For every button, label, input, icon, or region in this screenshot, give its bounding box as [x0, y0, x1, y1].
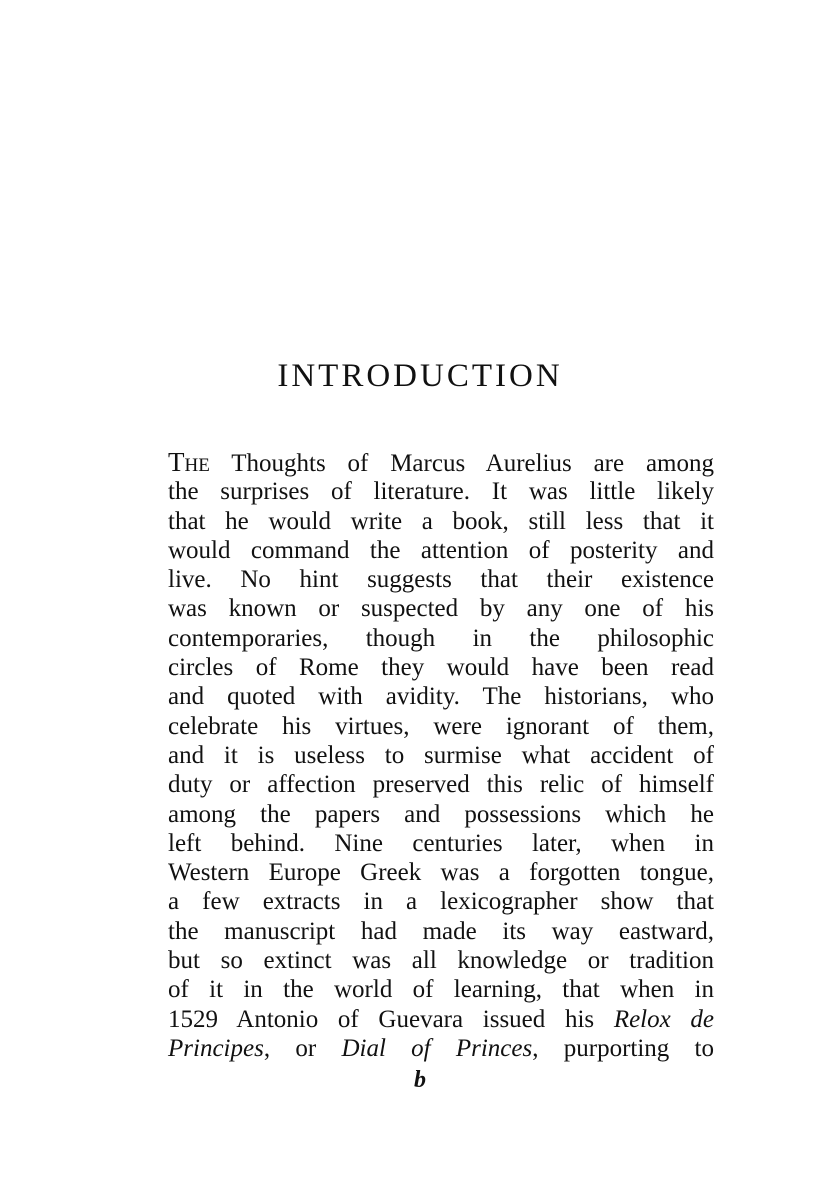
- text-line: 1529 Antonio of Guevara issued his Relox de: [168, 1005, 714, 1033]
- text-line: of it in the world of learning, that when in: [168, 976, 714, 1004]
- text-line: the manuscript had made its way eastward,: [168, 917, 714, 945]
- signature-mark: b: [414, 1067, 426, 1093]
- text-line: that he would write a book, still less that it: [168, 507, 714, 535]
- text-line: and it is useless to surmise what accident of: [168, 741, 714, 769]
- text-line: Principes, or Dial of Princes, purporting to: [168, 1034, 714, 1062]
- text-line: duty or affection preserved this relic of himself: [168, 771, 714, 799]
- introduction-paragraph: [168, 448, 714, 1063]
- text-line: and quoted with avidity. The historians, who: [168, 683, 714, 711]
- text-line: celebrate his virtues, were ignorant of them,: [168, 712, 714, 740]
- book-title-italic: Dial of Princes: [341, 1034, 533, 1062]
- text-line: was known or suspected by any one of his: [168, 595, 714, 623]
- text-line: The Thoughts of Marcus Aurelius are among: [168, 447, 714, 477]
- text-line: a few extracts in a lexicographer show that: [168, 888, 714, 916]
- drop-word: The: [168, 447, 210, 477]
- text-line: live. No hint suggests that their existence: [168, 566, 714, 594]
- text-line: the surprises of literature. It was little likely: [168, 478, 714, 506]
- book-title-italic: Relox de: [613, 1005, 714, 1033]
- text-line: contemporaries, though in the philosophic: [168, 624, 714, 652]
- text-line: but so extinct was all knowledge or tradition: [168, 947, 714, 975]
- text-line: left behind. Nine centuries later, when in: [168, 829, 714, 857]
- page-title: INTRODUCTION: [277, 358, 563, 394]
- text-line: Western Europe Greek was a forgotten tongue,: [168, 859, 714, 887]
- text-line: circles of Rome they would have been read: [168, 654, 714, 682]
- book-title-italic: Principes: [168, 1034, 264, 1062]
- text-line: among the papers and possessions which he: [168, 800, 714, 828]
- text-line: would command the attention of posterity and: [168, 536, 714, 564]
